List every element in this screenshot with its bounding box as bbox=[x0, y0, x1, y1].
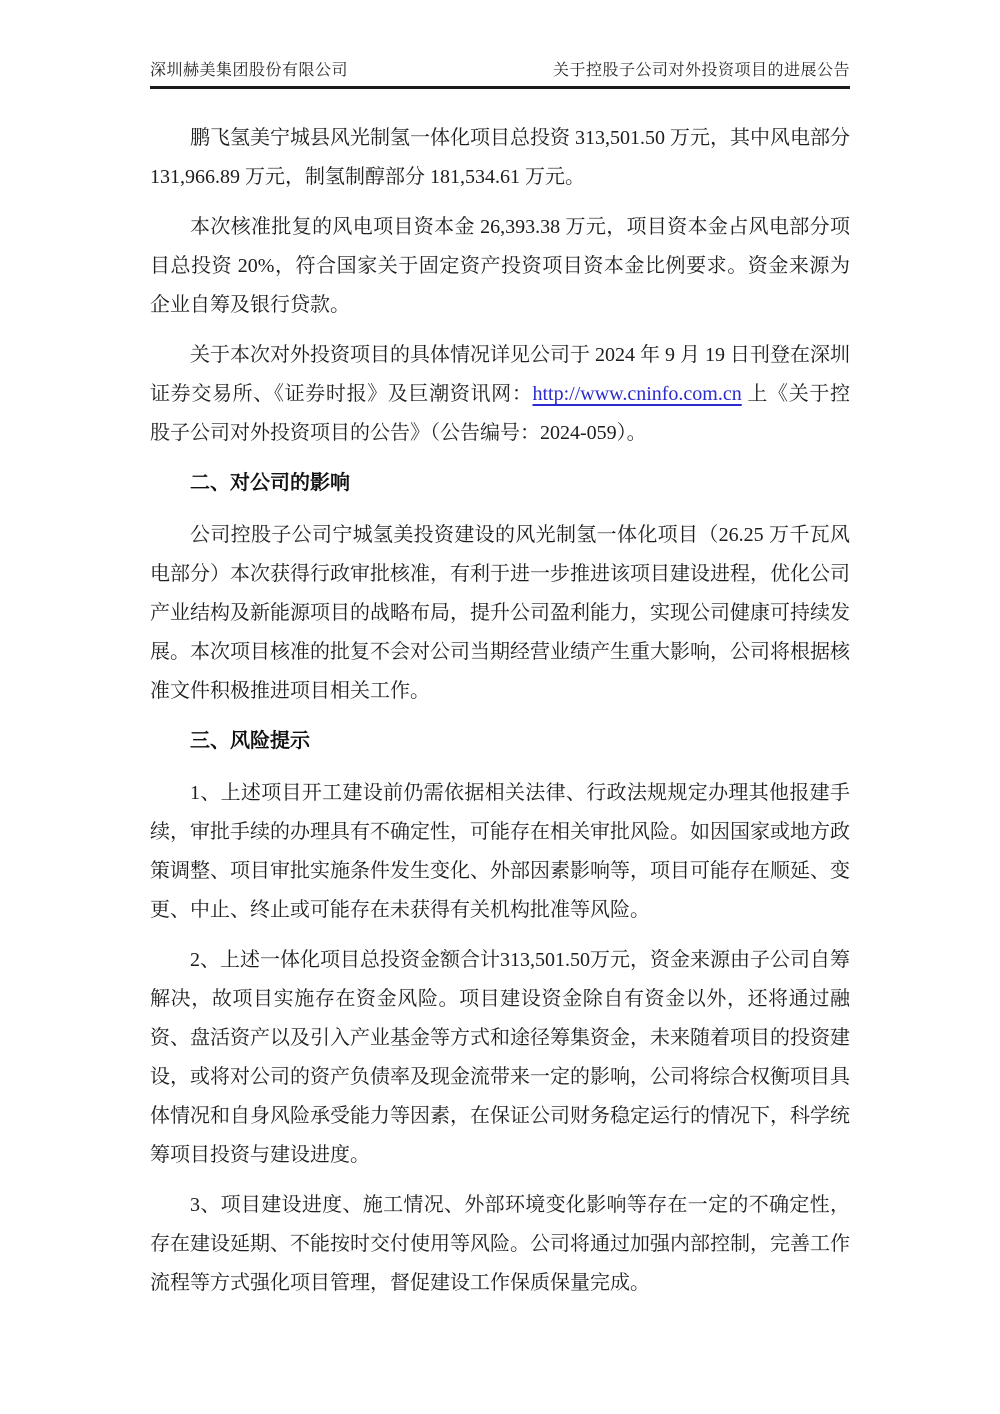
disclosure-text-after-link: 上《关于控股子公司对外投资项目的公告》（公告编号：2024-059）。 bbox=[150, 383, 851, 444]
paragraph-investment-total: 鹏飞氢美宁城县风光制氢一体化项目总投资 313,501.50 万元，其中风电部分 131,966.89 万元，制氢制醇部分 181,534.61 万元。 bbox=[150, 127, 850, 188]
paragraph-disclosure bbox=[150, 336, 850, 453]
paragraph-capital-approval: 本次核准批复的风电项目资本金 26,393.38 万元，项目资本金占风电部分项目总投资 20%，符合国家关于固定资产投资项目资本金比例要求。资金来源为企业自筹及银行贷款。 bbox=[150, 216, 850, 316]
section-heading-company-impact: 二、对公司的影响 bbox=[190, 472, 350, 494]
paragraph-risk-funding: 2、上述一体化项目总投资金额合计313,501.50万元，资金来源由子公司自筹解决，故项目实施存在资金风险。项目建设资金除自有资金以外，还将通过融资、盘活资产以及引入产业基金等方式和途径筹集资金，未来随着项目的投资建设，或将对公司的资产负债率及现金流带来一定的影响，公司将综合权衡项目具体情况和自身风险承受能力等因素，在保证公司财务稳定运行的情况下，科学统筹项目投资与建设进度。 bbox=[150, 949, 850, 1166]
document-header bbox=[150, 57, 850, 89]
section-heading-risk-notice: 三、风险提示 bbox=[190, 730, 310, 752]
disclosure-text-before-link: 关于本次对外投资项目的具体情况详见公司于 2024 年 9 月 19 日刊登在深圳证券交易所、《证券时报》及巨潮资讯网： bbox=[150, 344, 850, 405]
document-body bbox=[150, 119, 850, 1303]
cninfo-link[interactable]: http://www.cninfo.com.cn bbox=[532, 383, 742, 405]
paragraph-risk-construction: 3、项目建设进度、施工情况、外部环境变化影响等存在一定的不确定性，存在建设延期、不能按时交付使用等风险。公司将通过加强内部控制，完善工作流程等方式强化项目管理，督促建设工作保质保量完成。 bbox=[150, 1194, 850, 1294]
header-doc-title: 关于控股子公司对外投资项目的进展公告 bbox=[552, 62, 850, 79]
paragraph-risk-approval: 1、上述项目开工建设前仍需依据相关法律、行政法规规定办理其他报建手续，审批手续的办理具有不确定性，可能存在相关审批风险。如因国家或地方政策调整、项目审批实施条件发生变化、外部因素影响等，项目可能存在顺延、变更、中止、终止或可能存在未获得有关机构批准等风险。 bbox=[150, 782, 850, 921]
paragraph-impact: 公司控股子公司宁城氢美投资建设的风光制氢一体化项目（26.25 万千瓦风电部分）本次获得行政审批核准，有利于进一步推进该项目建设进程，优化公司产业结构及新能源项目的战略布局，提升公司盈利能力，实现公司健康可持续发展。本次项目核准的批复不会对公司当期经营业绩产生重大影响，公司将根据核准文件积极推进项目相关工作。 bbox=[150, 524, 850, 702]
header-company-name: 深圳赫美集团股份有限公司 bbox=[150, 62, 349, 79]
